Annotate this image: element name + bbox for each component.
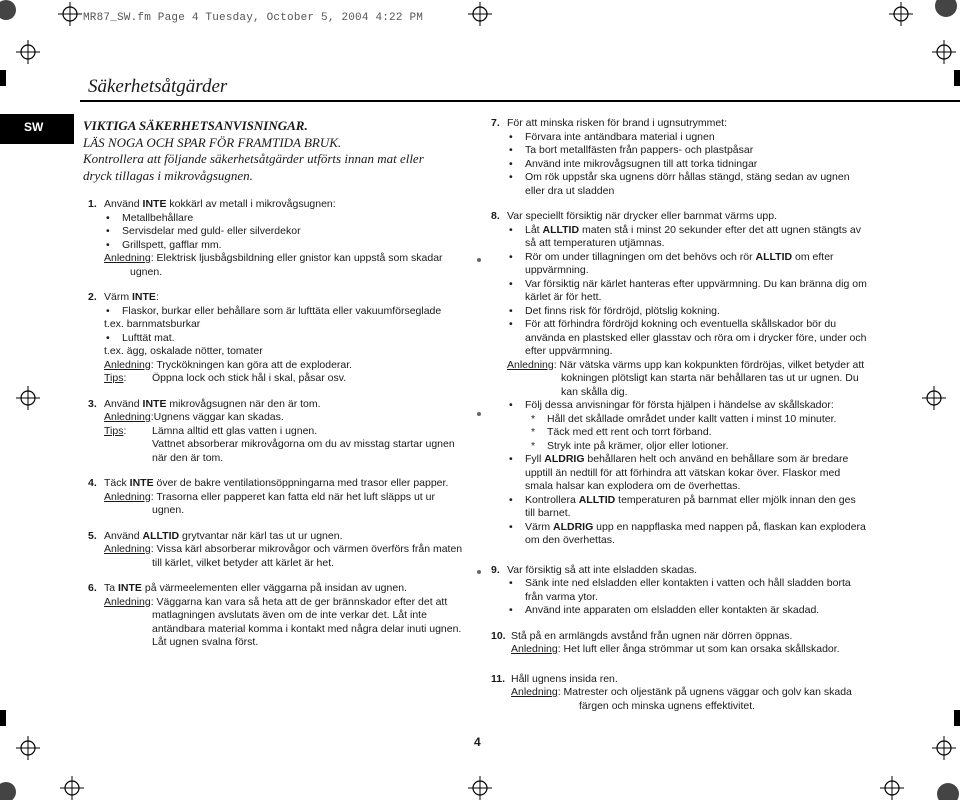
section-number: 5. bbox=[88, 529, 97, 542]
reason-text: antändbara material komma i kontakt med några delar inuti ugnen. bbox=[152, 622, 462, 635]
reason-text: : Het luft eller ånga strömmar ut som kan orsaka skållskador. bbox=[557, 643, 840, 655]
section-4 bbox=[88, 477, 474, 518]
first-aid-text: Täck med ett rent och torrt förband. bbox=[547, 426, 712, 438]
section-number: 4. bbox=[88, 477, 97, 489]
heading-emphasis: INTE bbox=[142, 397, 167, 410]
heading-text: Använd bbox=[104, 198, 143, 210]
center-dot bbox=[477, 258, 481, 262]
section-number: 8. bbox=[491, 210, 500, 222]
heading-text: Använd bbox=[104, 529, 143, 542]
tips-text: när den är tom. bbox=[152, 451, 224, 464]
bullet-text: upp en nappflaska med nappen på, flaskan kan explodera bbox=[593, 520, 866, 533]
crop-circle-icon bbox=[0, 0, 18, 24]
bullet-text: temperaturen på barnmat eller mjölk innan den ges bbox=[615, 493, 856, 506]
heading-text: grytvantar när kärl tas ut ur ugnen. bbox=[179, 529, 343, 542]
safety-warning bbox=[83, 118, 424, 184]
warning-line: VIKTIGA SÄKERHETSANVISNINGAR. bbox=[83, 118, 308, 133]
asterisk: * bbox=[531, 439, 536, 452]
bullet-text: smala halsar kan explodera om de överhettas. bbox=[525, 480, 741, 492]
bullet-emphasis: ALLTID bbox=[755, 250, 793, 263]
tips-text: Vattnet absorberar mikrovågorna om du av misstag startar ugnen bbox=[152, 438, 455, 450]
bullet: • bbox=[509, 577, 513, 589]
bullet-text: Grillspett, gafflar mm. bbox=[122, 238, 222, 251]
bullet-text: Det finns risk för fördröjd, plötslig kokning. bbox=[525, 304, 720, 317]
center-dot bbox=[477, 570, 481, 574]
reason-label: Anledning bbox=[104, 543, 151, 555]
bullet-text: Metallbehållare bbox=[122, 211, 194, 224]
section-number: 10. bbox=[491, 629, 506, 642]
tips-colon: : bbox=[123, 372, 127, 384]
heading-emphasis: INTE bbox=[118, 582, 142, 594]
section-number: 9. bbox=[491, 563, 500, 576]
heading-text: Var speciellt försiktig när drycker eller barnmat värms upp. bbox=[507, 210, 777, 222]
bullet: • bbox=[509, 453, 513, 465]
crop-circle-icon bbox=[930, 0, 960, 20]
registration-mark-icon bbox=[16, 736, 40, 760]
bullet-text: kärlet är för hett. bbox=[525, 291, 602, 303]
reason-text: : Trasorna eller papperet kan fatta eld när het luft släpps ut ur bbox=[150, 490, 435, 503]
warning-line: Kontrollera att följande säkerhetsåtgärder utförts innan mat eller bbox=[83, 151, 424, 166]
edge-mark bbox=[954, 70, 960, 86]
registration-mark-icon bbox=[932, 736, 956, 760]
tips-colon: : bbox=[123, 424, 127, 437]
heading-text: Ta bbox=[104, 582, 119, 594]
bullet: • bbox=[509, 157, 513, 170]
reason-text: kokningen plötsligt kan starta när behållaren tas ut ur ugnen. Du bbox=[561, 372, 859, 384]
bullet-text: Ta bort metallfästen från pappers- och plastpåsar bbox=[525, 144, 754, 156]
bullet: • bbox=[509, 223, 513, 236]
bullet-text: Värm bbox=[525, 520, 554, 533]
heading-text: Var försiktig så att inte elsladden skadas. bbox=[507, 563, 698, 576]
bullet-text: Använd inte mikrovågsugnen till att torka tidningar bbox=[525, 157, 758, 170]
bullet-text: Förvara inte antändbara material i ugnen bbox=[525, 130, 715, 143]
reason-label: Anledning bbox=[511, 686, 558, 698]
right-column bbox=[491, 117, 881, 725]
section-number: 11. bbox=[491, 672, 506, 685]
reason-text: : Vissa kärl absorberar mikrovågor och värmen överförs från maten bbox=[150, 543, 463, 555]
bullet-text: om efter bbox=[792, 250, 834, 263]
bullet: • bbox=[509, 604, 513, 616]
bullet: • bbox=[509, 171, 513, 183]
bullet-text: För att förhindra fördröjd kokning och eventuella skållskador bör du bbox=[525, 318, 837, 330]
heading-text: För att minska risken för brand i ugnsutrymmet: bbox=[507, 117, 727, 129]
section-10 bbox=[491, 630, 881, 657]
heading-text: över de bakre ventilationsöppningarna med trasor eller papper. bbox=[153, 477, 449, 489]
language-tab: SW bbox=[0, 114, 74, 144]
bullet: • bbox=[509, 304, 513, 317]
bullet: • bbox=[106, 225, 110, 237]
section-7 bbox=[491, 117, 881, 198]
bullet: • bbox=[106, 211, 110, 224]
bullet-text: från varma ytor. bbox=[525, 590, 598, 603]
file-info-header: MR87_SW.fm Page 4 Tuesday, October 5, 2004 4:22 PM bbox=[83, 12, 424, 24]
reason-text: : Väggarna kan vara så heta att de ger brännskador efter det att bbox=[150, 595, 448, 608]
bullet: • bbox=[509, 520, 513, 533]
reason-label: Anledning bbox=[507, 358, 554, 371]
bullet-text: Följ dessa anvisningar för första hjälpen i händelse av skållskador: bbox=[525, 399, 834, 411]
crop-circle-icon bbox=[930, 776, 960, 800]
bullet-text: till barnet. bbox=[525, 507, 571, 519]
bullet-text: Fyll bbox=[525, 453, 545, 465]
bullet: • bbox=[509, 493, 513, 506]
bullet-text: Om rök uppstår ska ugnens dörr hållas stängd, stäng sedan av ugnen bbox=[525, 171, 850, 183]
bullet-text: använda en plastsked eller glasstav och röra om i drycker före, under och bbox=[525, 331, 867, 344]
bullet: • bbox=[509, 130, 513, 143]
heading-text: kokkärl av metall i mikrovågsugnen: bbox=[166, 198, 336, 210]
example-text: t.ex. barnmatsburkar bbox=[104, 318, 201, 330]
bullet-emphasis: ALDRIG bbox=[553, 520, 594, 533]
section-11 bbox=[491, 673, 881, 714]
section-number: 2. bbox=[88, 291, 97, 303]
bullet-emphasis: ALLTID bbox=[542, 223, 580, 236]
reason-text: :Ugnens väggar kan skadas. bbox=[150, 411, 284, 423]
bullet-text: Kontrollera bbox=[525, 493, 579, 506]
first-aid-text: Stryk inte på krämer, oljor eller lotioner. bbox=[547, 439, 729, 452]
section-3 bbox=[88, 398, 474, 466]
registration-mark-icon bbox=[922, 386, 946, 410]
reason-text: : Elektrisk ljusbågsbildning eller gnistor kan uppstå som skadar bbox=[150, 252, 443, 264]
reason-label: Anledning bbox=[104, 358, 151, 371]
reason-label: Anledning bbox=[104, 411, 151, 423]
registration-mark-icon bbox=[932, 40, 956, 64]
section-9 bbox=[491, 564, 881, 618]
bullet-text: Använd inte apparaten om elsladden eller kontakten är skadad. bbox=[525, 604, 820, 616]
example-text: t.ex. ägg, oskalade nötter, tomater bbox=[104, 345, 263, 357]
center-dot bbox=[477, 412, 481, 416]
heading-emphasis: INTE bbox=[142, 198, 167, 210]
bullet-text: uppvärmning. bbox=[525, 264, 589, 276]
registration-mark-icon bbox=[58, 2, 82, 26]
registration-mark-icon bbox=[16, 40, 40, 64]
left-column bbox=[88, 198, 474, 662]
bullet-emphasis: ALLTID bbox=[578, 493, 616, 506]
edge-mark bbox=[0, 710, 6, 726]
bullet-text: om den överhettas. bbox=[525, 534, 615, 546]
bullet-emphasis: ALDRIG bbox=[544, 453, 585, 465]
section-1 bbox=[88, 198, 474, 279]
bullet-text: Rör om under tillagningen om det behövs och rör bbox=[525, 250, 756, 263]
heading-text: Värm bbox=[104, 291, 133, 303]
reason-label: Anledning bbox=[511, 643, 558, 655]
reason-text: ugnen. bbox=[130, 265, 163, 278]
reason-label: Anledning bbox=[104, 490, 151, 503]
bullet: • bbox=[509, 399, 513, 411]
registration-mark-icon bbox=[60, 776, 84, 800]
heading-text: Använd bbox=[104, 397, 143, 410]
registration-mark-icon bbox=[468, 2, 492, 26]
reason-label: Anledning bbox=[104, 252, 151, 264]
tips-label: Tips bbox=[104, 424, 124, 437]
page-title: Säkerhetsåtgärder bbox=[88, 76, 228, 97]
bullet-text: så att temperaturen utjämnas. bbox=[525, 237, 665, 249]
tips-text: Lämna alltid ett glas vatten i ugnen. bbox=[152, 424, 318, 437]
bullet-text: Servisdelar med guld- eller silverdekor bbox=[122, 225, 301, 237]
bullet-text: upptill än nedtill för att förhindra att vätskan kokar över. Flaskor med bbox=[525, 466, 841, 479]
heading-text: Täck bbox=[104, 477, 130, 489]
bullet: • bbox=[509, 144, 513, 156]
title-rule bbox=[80, 100, 960, 102]
bullet-text: eller dra ut sladden bbox=[525, 184, 615, 197]
bullet: • bbox=[106, 304, 110, 317]
heading-text: på värmeelementen eller väggarna på insidan av ugnen. bbox=[141, 582, 407, 594]
bullet-text: Lufttät mat. bbox=[122, 331, 175, 344]
heading-text: : bbox=[155, 291, 159, 303]
section-6 bbox=[88, 582, 474, 650]
page-number: 4 bbox=[474, 735, 481, 749]
registration-mark-icon bbox=[468, 776, 492, 800]
bullet-text: Flaskor, burkar eller behållare som är lufttäta eller vakuumförseglade bbox=[122, 304, 442, 317]
bullet: • bbox=[509, 250, 513, 263]
reason-text: ugnen. bbox=[152, 504, 185, 516]
heading-emphasis: ALLTID bbox=[142, 529, 180, 542]
section-number: 3. bbox=[88, 397, 97, 410]
tips-label: Tips bbox=[104, 372, 124, 384]
reason-text: : Tryckökningen kan göra att de exploderar. bbox=[150, 358, 353, 371]
asterisk: * bbox=[531, 426, 536, 438]
heading-text: Håll ugnens insida ren. bbox=[511, 672, 618, 685]
bullet: • bbox=[509, 277, 513, 290]
heading-text: Stå på en armlängds avstånd från ugnen när dörren öppnas. bbox=[511, 629, 793, 642]
section-number: 6. bbox=[88, 582, 97, 594]
reason-text: matlagningen avslutats även om de inte verkar det. Låt inte bbox=[152, 609, 427, 621]
bullet: • bbox=[106, 238, 110, 251]
heading-emphasis: INTE bbox=[129, 477, 154, 489]
bullet: • bbox=[509, 318, 513, 330]
edge-mark bbox=[954, 710, 960, 726]
reason-text: : När vätska värms upp kan kokpunkten fördröjas, vilket betyder att bbox=[553, 358, 865, 371]
section-5 bbox=[88, 530, 474, 571]
reason-text: till kärlet, vilket betyder att kärlet är het. bbox=[152, 556, 335, 569]
section-number: 1. bbox=[88, 198, 97, 210]
bullet-text: behållaren helt och använd en behållare som är bredare bbox=[584, 453, 849, 465]
bullet-text: maten stå i minst 20 sekunder efter det att ugnen stängts av bbox=[579, 223, 861, 236]
section-2 bbox=[88, 291, 474, 386]
reason-text: färgen och minska ugnens effektivitet. bbox=[579, 699, 756, 712]
bullet-text: Sänk inte ned elsladden eller kontakten i vatten och håll sladden borta bbox=[525, 577, 851, 589]
bullet-text: Var försiktig när kärlet hanteras efter uppvärmning. Du kan bränna dig om bbox=[525, 277, 867, 290]
bullet: • bbox=[106, 331, 110, 344]
bullet-text: Låt bbox=[525, 223, 543, 236]
registration-mark-icon bbox=[889, 2, 913, 26]
registration-mark-icon bbox=[880, 776, 904, 800]
registration-mark-icon bbox=[16, 386, 40, 410]
first-aid-text: Håll det skållade området under kallt vatten i minst 10 minuter. bbox=[547, 412, 837, 425]
crop-circle-icon bbox=[0, 776, 20, 800]
reason-text: kan skålla dig. bbox=[561, 385, 628, 398]
reason-label: Anledning bbox=[104, 595, 151, 608]
bullet-text: efter uppvärmning. bbox=[525, 345, 613, 357]
warning-line: LÄS NOGA OCH SPAR FÖR FRAMTIDA BRUK. bbox=[83, 134, 342, 150]
section-8 bbox=[491, 210, 881, 548]
warning-line: dryck tillagas i mikrovågsugnen. bbox=[83, 167, 253, 183]
heading-text: mikrovågsugnen när den är tom. bbox=[166, 397, 321, 410]
reason-text: Låt ugnen svalna först. bbox=[152, 636, 259, 648]
tips-text: Öppna lock och stick hål i skal, påsar osv. bbox=[152, 372, 347, 384]
section-number: 7. bbox=[491, 117, 500, 129]
heading-emphasis: INTE bbox=[132, 291, 156, 303]
edge-mark bbox=[0, 70, 6, 86]
reason-text: : Matrester och oljestänk på ugnens väggar och golv kan skada bbox=[557, 686, 852, 698]
asterisk: * bbox=[531, 412, 536, 425]
